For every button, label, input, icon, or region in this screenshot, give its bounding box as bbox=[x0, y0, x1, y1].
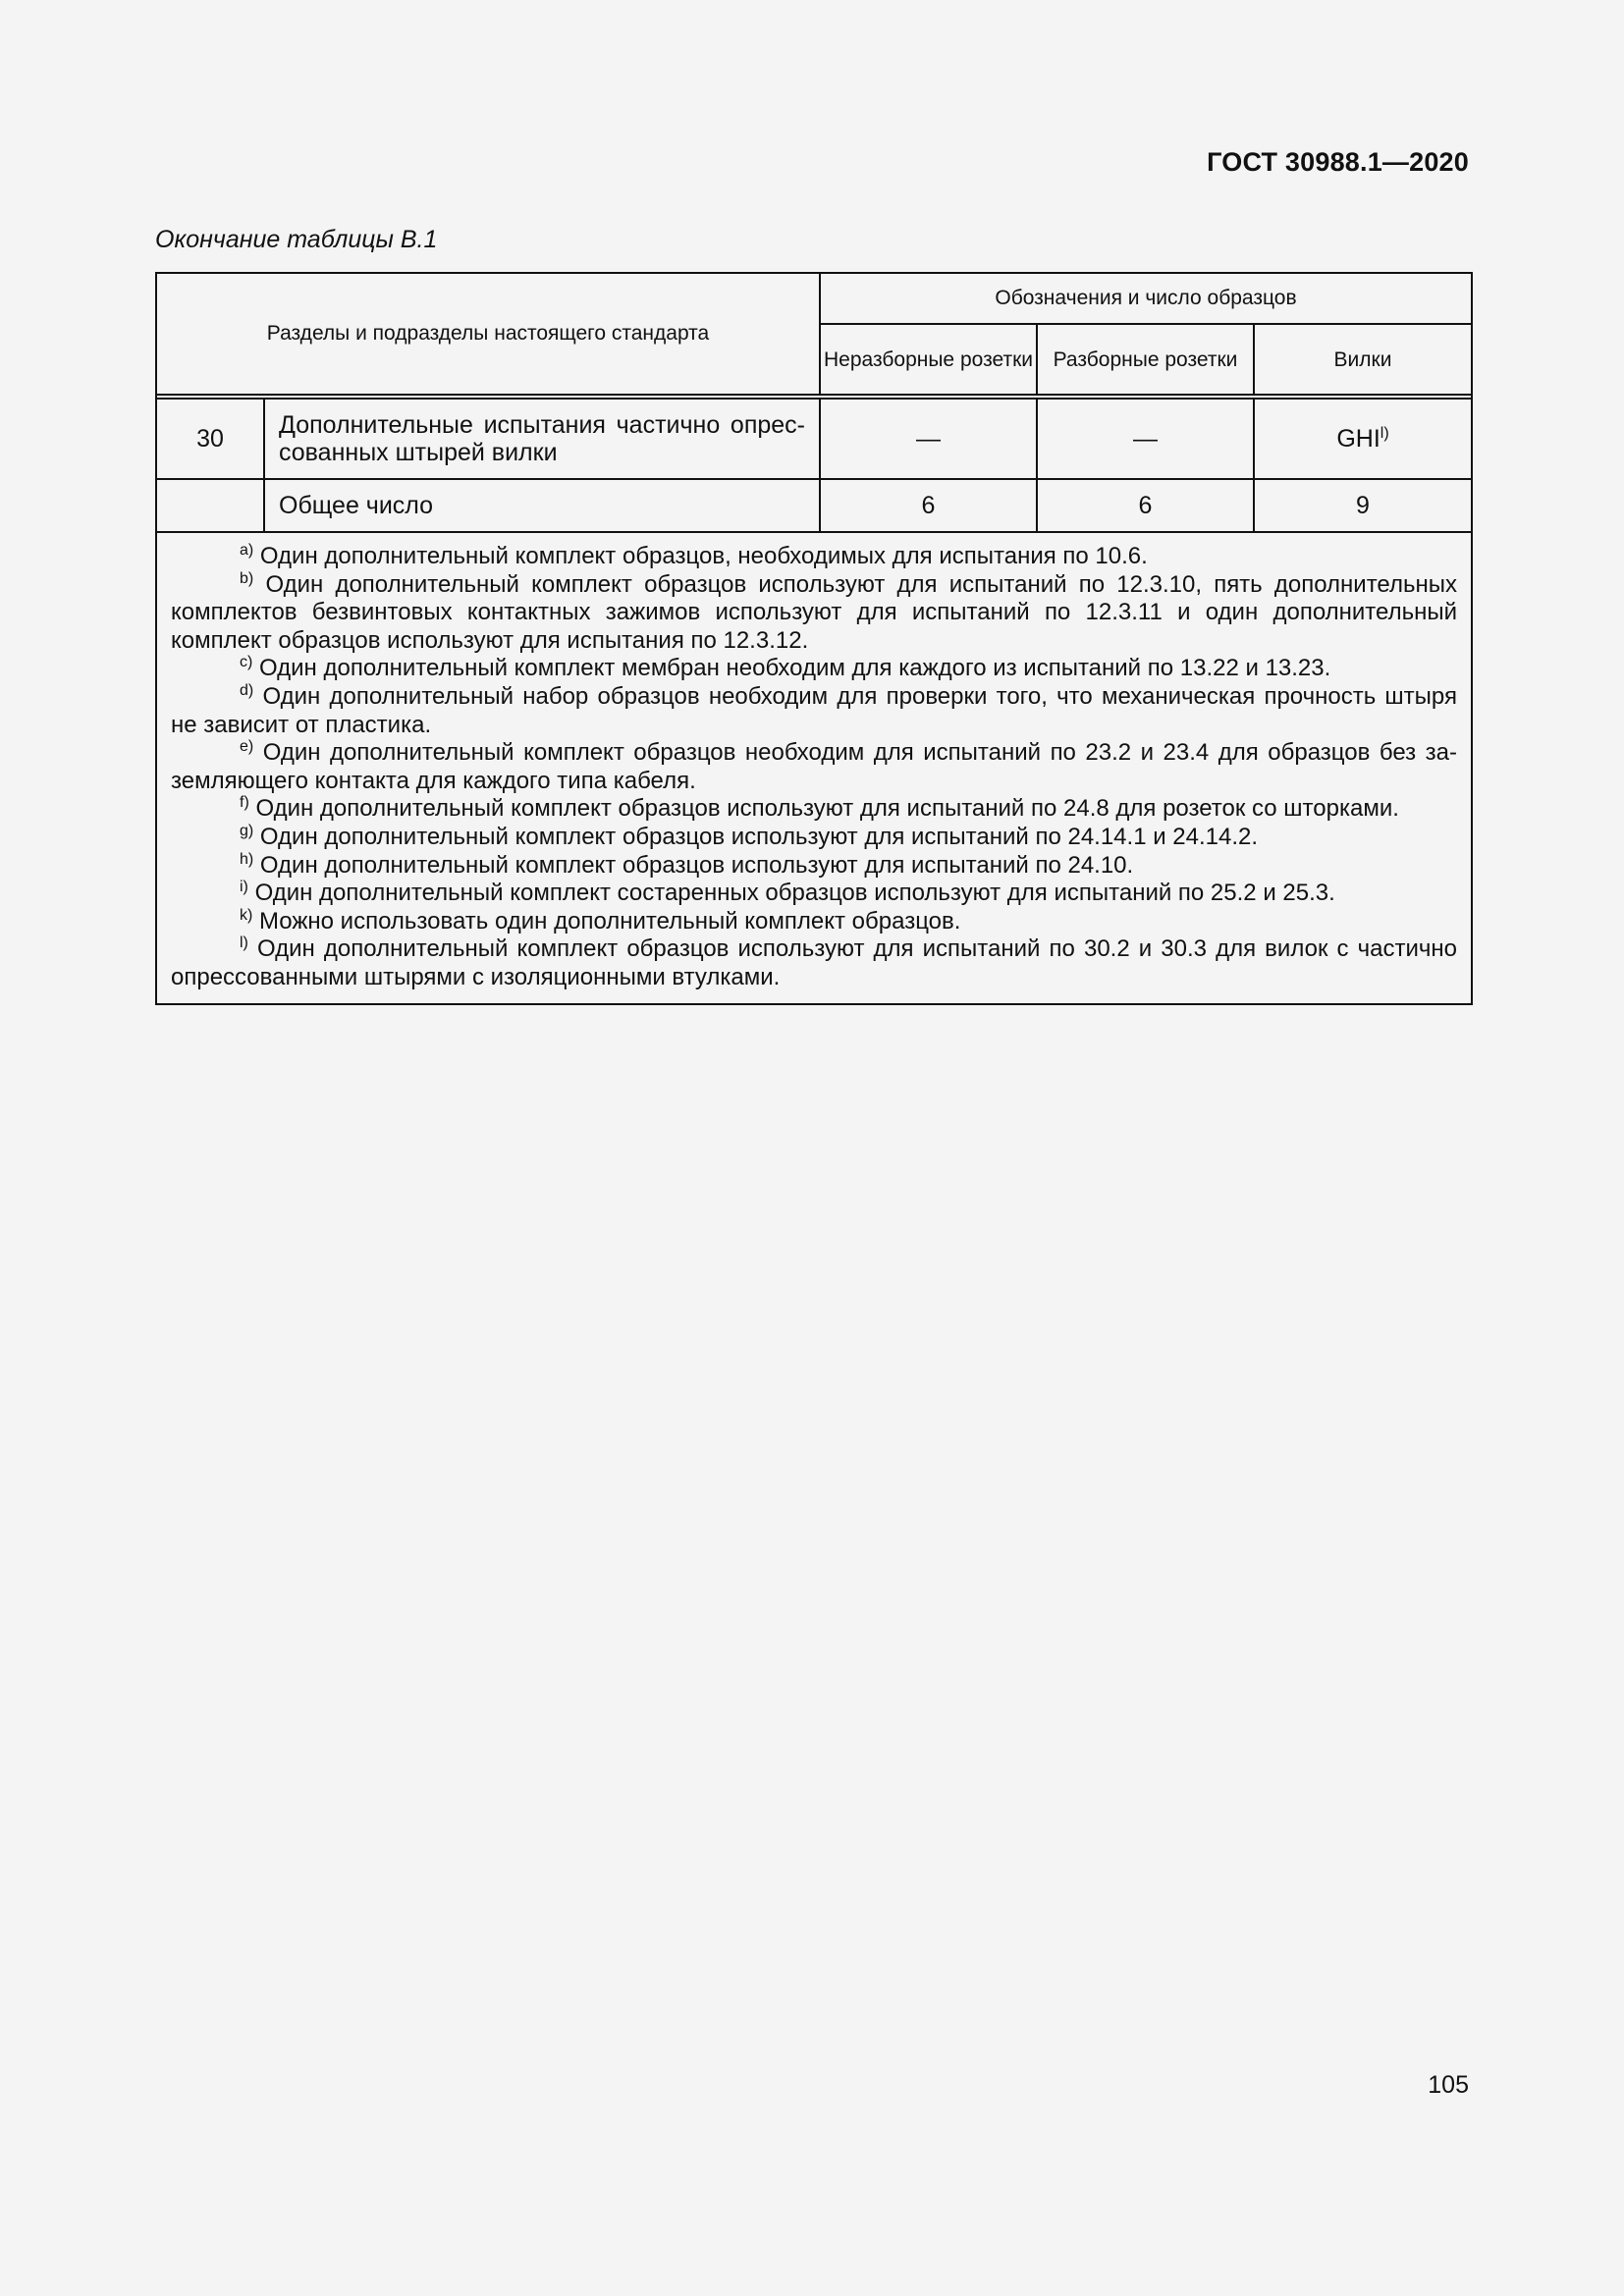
row-value-plugs: 9 bbox=[1254, 479, 1472, 532]
footnote bbox=[171, 739, 1457, 795]
footnote-text: Один дополнительный комплект образцов используют для испытаний по 24.10. bbox=[259, 851, 1134, 879]
footnote-text: Можно использовать один дополнительный комплект образцов. bbox=[259, 907, 961, 934]
header-designations-group: Обозначения и число образцов bbox=[820, 273, 1472, 324]
row-value-plugs-text: GHI bbox=[1336, 424, 1380, 453]
table-row bbox=[156, 479, 1472, 532]
footnote-mark: c) bbox=[240, 654, 253, 671]
footnote bbox=[171, 852, 1457, 881]
footnote-text: Один дополнительный комплект состаренных образцов используют для испытаний по 25.2 и 25.3. bbox=[254, 880, 1335, 907]
table-caption: Окончание таблицы В.1 bbox=[155, 226, 438, 253]
samples-table bbox=[155, 272, 1473, 1005]
row-value-rewirable: — bbox=[1037, 399, 1254, 479]
footnote bbox=[171, 908, 1457, 936]
footnote-mark: g) bbox=[240, 822, 254, 839]
row-section-text: Общее число bbox=[264, 479, 820, 532]
row-value-non-rewirable: — bbox=[820, 399, 1037, 479]
footnote-mark: a) bbox=[240, 542, 254, 559]
row-value-plugs bbox=[1254, 399, 1472, 479]
footnote-text: Один дополнительный комплект мембран необходим для каждого из испытаний по 13.22 и 13.23. bbox=[259, 655, 1331, 682]
footnote bbox=[171, 935, 1457, 991]
row-value-non-rewirable: 6 bbox=[820, 479, 1037, 532]
footnote-text: Один дополнительный комплект образцов используют для испытаний по 30.2 и 30.3 для вилок с частично опрессованными штырями с изоляционными втулками. bbox=[171, 935, 1457, 990]
footnote-mark: i) bbox=[240, 879, 248, 896]
footnote-ref: l) bbox=[1380, 424, 1389, 442]
footnote-mark: b) bbox=[240, 569, 254, 587]
footnote-mark: e) bbox=[240, 738, 254, 756]
row-section-text: Дополнительные испытания частично опрессованных штырей вилки bbox=[264, 399, 820, 479]
table-row bbox=[156, 399, 1472, 479]
document-header-standard: ГОСТ 30988.1—2020 bbox=[1207, 147, 1469, 177]
header-non-rewirable-sockets: Неразборные розетки bbox=[820, 324, 1037, 395]
page-number: 105 bbox=[1428, 2071, 1469, 2099]
header-rewirable-sockets: Разборные розетки bbox=[1037, 324, 1254, 395]
footnote-mark: h) bbox=[240, 850, 254, 868]
footnote bbox=[171, 655, 1457, 683]
footnote-mark: f) bbox=[240, 794, 249, 812]
footnote-text: Один дополнительный комплект образцов используют для испытаний по 24.14.1 и 24.14.2. bbox=[259, 823, 1259, 850]
footnote-text: Один дополнительный комплект образцов используют для испытаний по 12.3.10, пять дополнительных комплектов безвинтовых контактных зажимов используют для испытаний по 12.3.11 и один дополнительный комплект образцов используют для испытания по 12.3.12. bbox=[171, 570, 1457, 654]
footnote-text: Один дополнительный комплект образцов, необходимых для испытания по 10.6. bbox=[259, 543, 1148, 569]
footnote-mark: k) bbox=[240, 906, 253, 924]
footnote-text: Один дополнительный комплект образцов используют для испытаний по 24.8 для розеток со шторками. bbox=[255, 795, 1399, 823]
footnote-mark: l) bbox=[240, 934, 248, 952]
row-section-number: 30 bbox=[156, 399, 264, 479]
footnote bbox=[171, 571, 1457, 656]
footnote-text: Один дополнительный набор образцов необходим для проверки того, что механическая прочность штыря не зависит от пластика. bbox=[171, 682, 1457, 738]
footnote bbox=[171, 683, 1457, 739]
table-footnotes bbox=[156, 532, 1472, 1004]
row-section-number bbox=[156, 479, 264, 532]
row-value-rewirable: 6 bbox=[1037, 479, 1254, 532]
footnote-text: Один дополнительный комплект образцов необходим для испытаний по 23.2 и 23.4 для образцов без заземляющего контакта для каждого типа кабеля. bbox=[171, 739, 1457, 794]
footnote-mark: d) bbox=[240, 681, 254, 699]
header-sections: Разделы и подразделы настоящего стандарта bbox=[156, 273, 820, 395]
header-plugs: Вилки bbox=[1254, 324, 1472, 395]
footnote bbox=[171, 824, 1457, 852]
footnote bbox=[171, 795, 1457, 824]
footnote bbox=[171, 543, 1457, 571]
footnote bbox=[171, 880, 1457, 908]
